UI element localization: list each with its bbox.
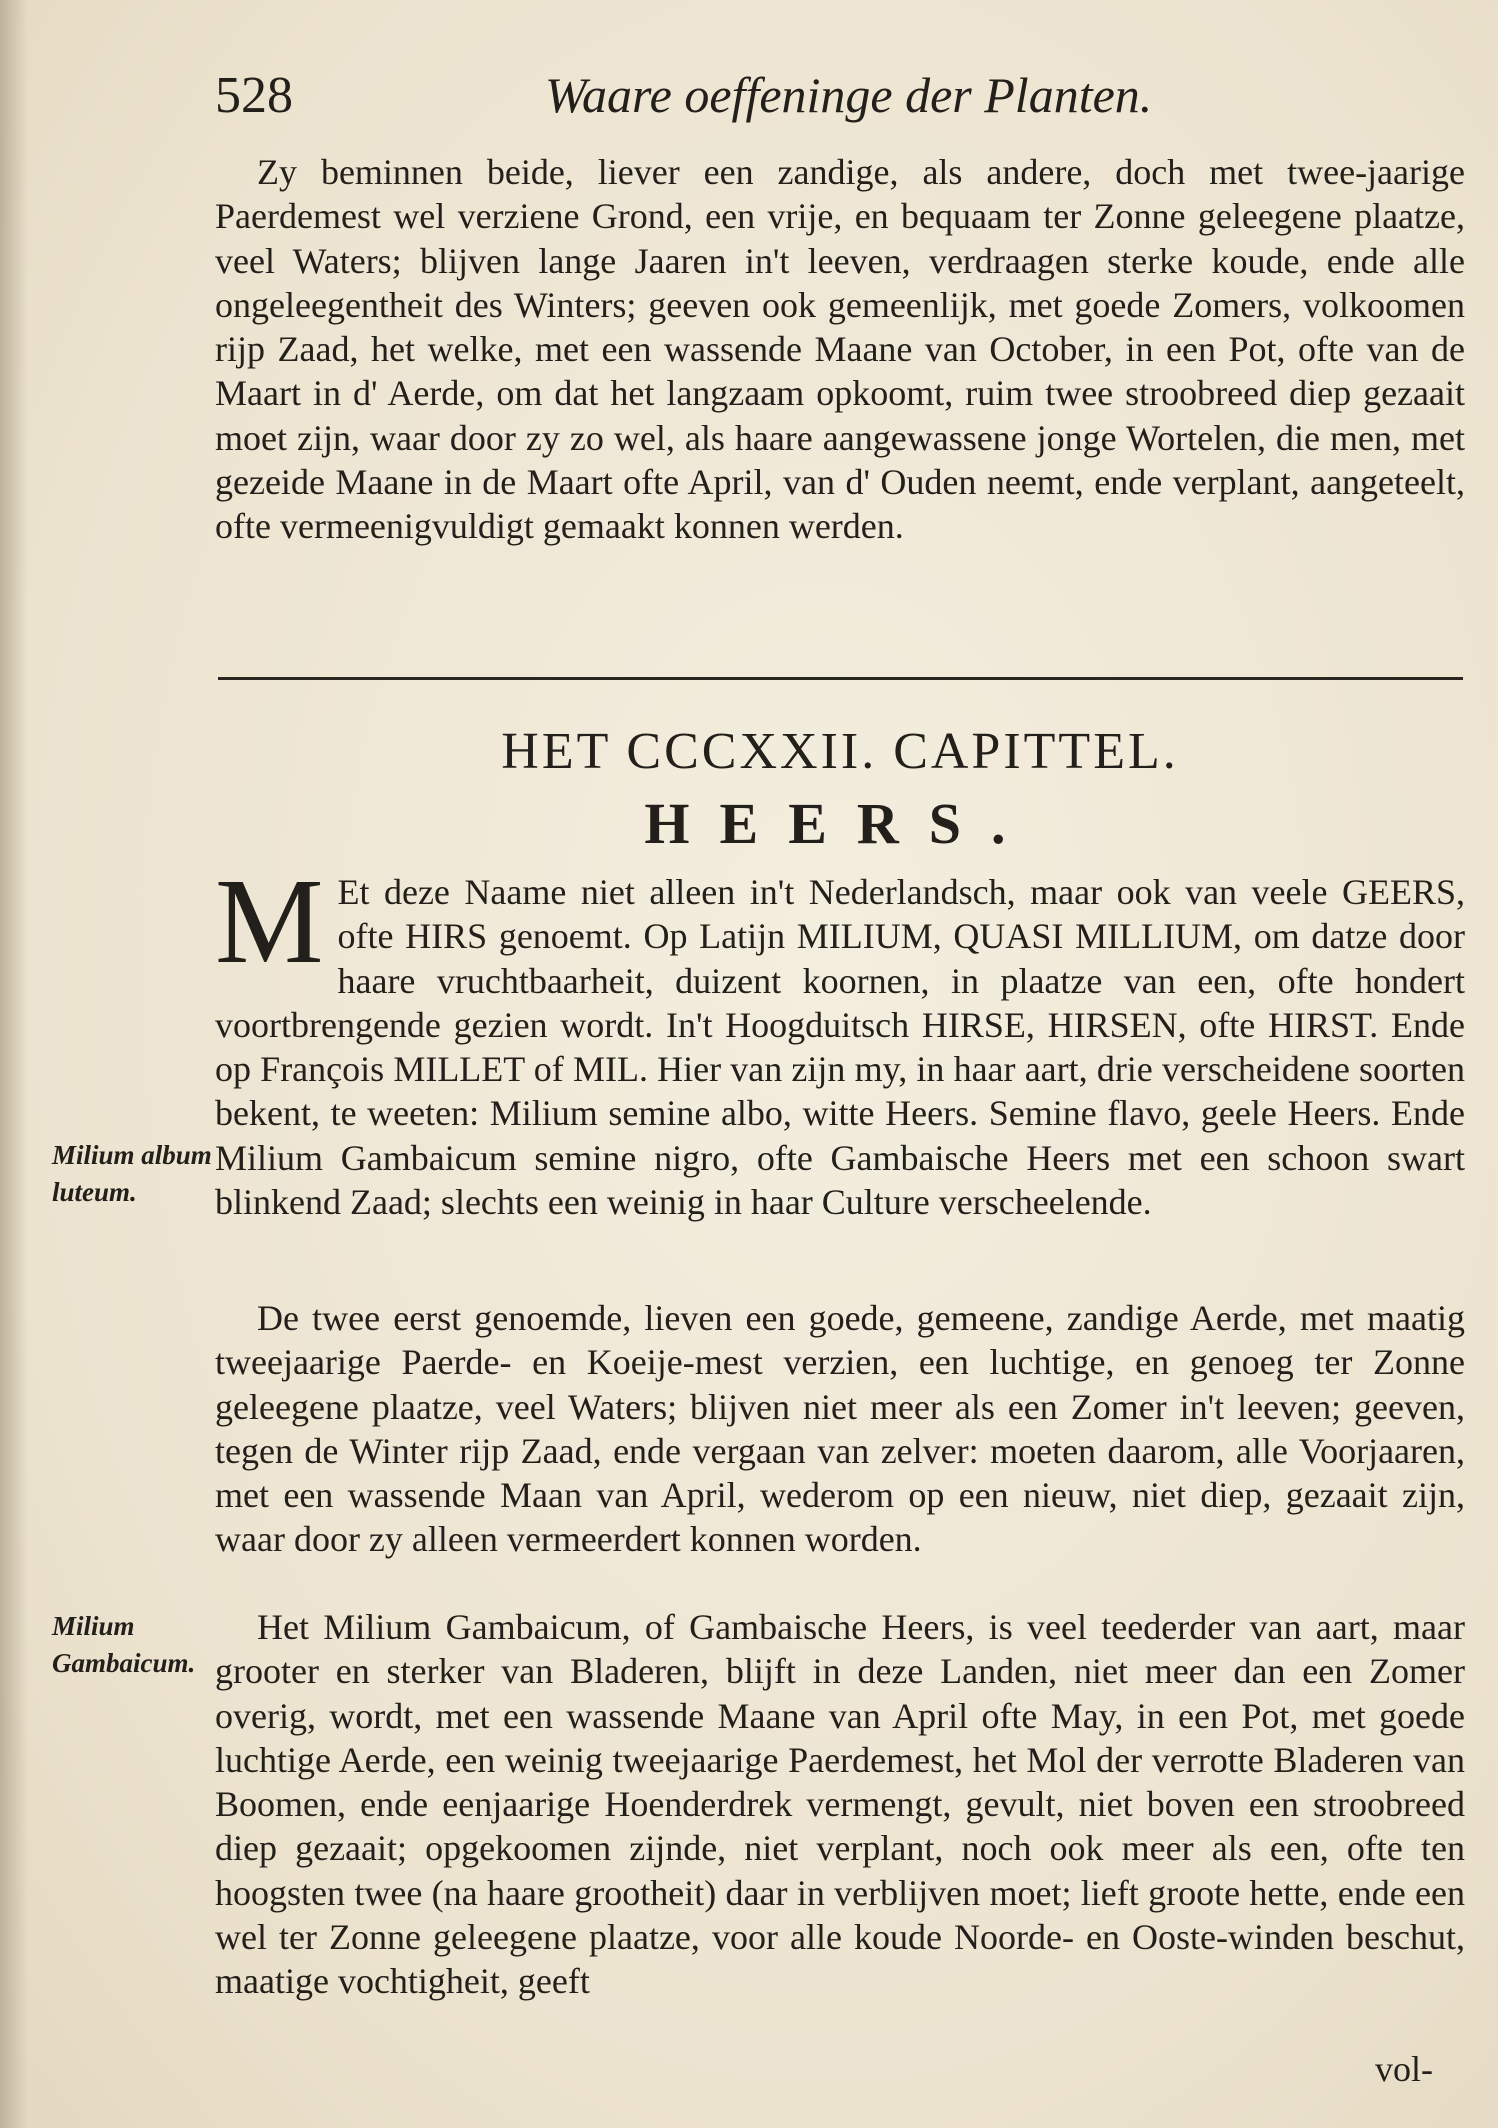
paragraph-1: Zy beminnen beide, liever een zandige, als andere, doch met twee-jaarige Paerdemest wel verziene Grond, een vrije, en bequaam ter Zonne geleegene plaatze, veel Waters; blijven lange Jaaren in't leeven, verdraagen sterke koude, ende alle ongeleegentheit des Winters; geeven ook gemeenlijk, met goede Zomers, volkoomen rijp Zaad, het welke, met een wassende Maane van October, in een Pot, ofte van de Maart in d' Aerde, om dat het langzaam opkoomt, ruim twee stroobreed diep gezaait moet zijn, waar door zy zo wel, als haare aangewassene jonge Wortelen, die men, met gezeide Maane in de Maart ofte April, van d' Ouden neemt, ende verplant, aangeteelt, ofte vermeenigvuldigt gemaakt konnen werden. bbox=[215, 152, 1465, 547]
paragraph-2-text: Et deze Naame niet alleen in't Nederlandsch, maar ook van veele GEERS, ofte HIRS genoemt. Op Latijn MILIUM, QUASI MILLIUM, om datze door haare vruchtbaarheit, duizent koornen, in plaatze van een, ofte hondert voortbrengende gezien wordt. In't Hoogduitsch HIRSE, HIRSEN, ofte HIRST. Ende op François MILLET of MIL. Hier van zijn my, in haar aart, drie verscheidene soorten bekent, te weeten: Milium semine albo, witte Heers. Semine flavo, geele Heers. Ende Milium Gambaicum semine nigro, ofte Gambaische Heers met een schoon swart blinkend Zaad; slechts een weinig in haar Culture verscheelende. bbox=[215, 872, 1465, 1223]
gutter-shadow bbox=[0, 0, 28, 2128]
section-title: HEERS. bbox=[644, 791, 1036, 856]
catchword: vol- bbox=[1375, 2049, 1433, 2089]
page-number: 528 bbox=[215, 67, 293, 124]
section-divider bbox=[218, 677, 1463, 680]
margin-note-milium-gambaicum: Milium Gambaicum. bbox=[52, 1611, 196, 1678]
margin-note-milium-album: Milium album luteum. bbox=[52, 1140, 212, 1207]
paragraph-4: Het Milium Gambaicum, of Gambaische Heers, is veel teederder van aart, maar grooter en sterker van Bladeren, blijft in deze Landen, niet meer dan een Zomer overig, wordt, met een wassende Maane van April ofte May, in een Pot, met goede luchtige Aerde, een weinig tweejaarige Paerdemest, het Mol der verrotte Bladeren van Boomen, ende eenjaarige Hoenderdrek vermengt, gevult, niet boven een stroobreed diep gezaait; opgekoomen zijnde, niet verplant, noch ook meer als een, ofte ten hoogsten twee (na haare grootheit) daar in verblijven moet; lieft groote hette, ende een wel ter Zonne geleegene plaatze, voor alle koude Noorde- en Ooste-winden beschut, maatige vochtigheit, geeft bbox=[215, 1607, 1465, 2002]
chapter-title: HET CCCXXII. CAPITTEL. bbox=[501, 723, 1179, 780]
running-title: Waare oeffeninge der Planten. bbox=[545, 67, 1153, 123]
paragraph-3: De twee eerst genoemde, lieven een goede, gemeene, zandige Aerde, met maatig tweejaarige Paerde- en Koeije-mest verzien, een luchtige, en genoeg ter Zonne geleegene plaatze, veel Waters; blijven niet meer als een Zomer in't leeven; geeven, tegen de Winter rijp Zaad, ende vergaan van zelver: moeten daarom, alle Voorjaaren, met een wassende Maan van April, wederom op een nieuw, niet diep, gezaait zijn, waar door zy alleen vermeerdert konnen worden. bbox=[215, 1298, 1465, 1560]
drop-cap: M bbox=[215, 854, 324, 989]
paragraph-2 bbox=[215, 854, 1465, 1224]
page-header bbox=[215, 66, 1215, 136]
